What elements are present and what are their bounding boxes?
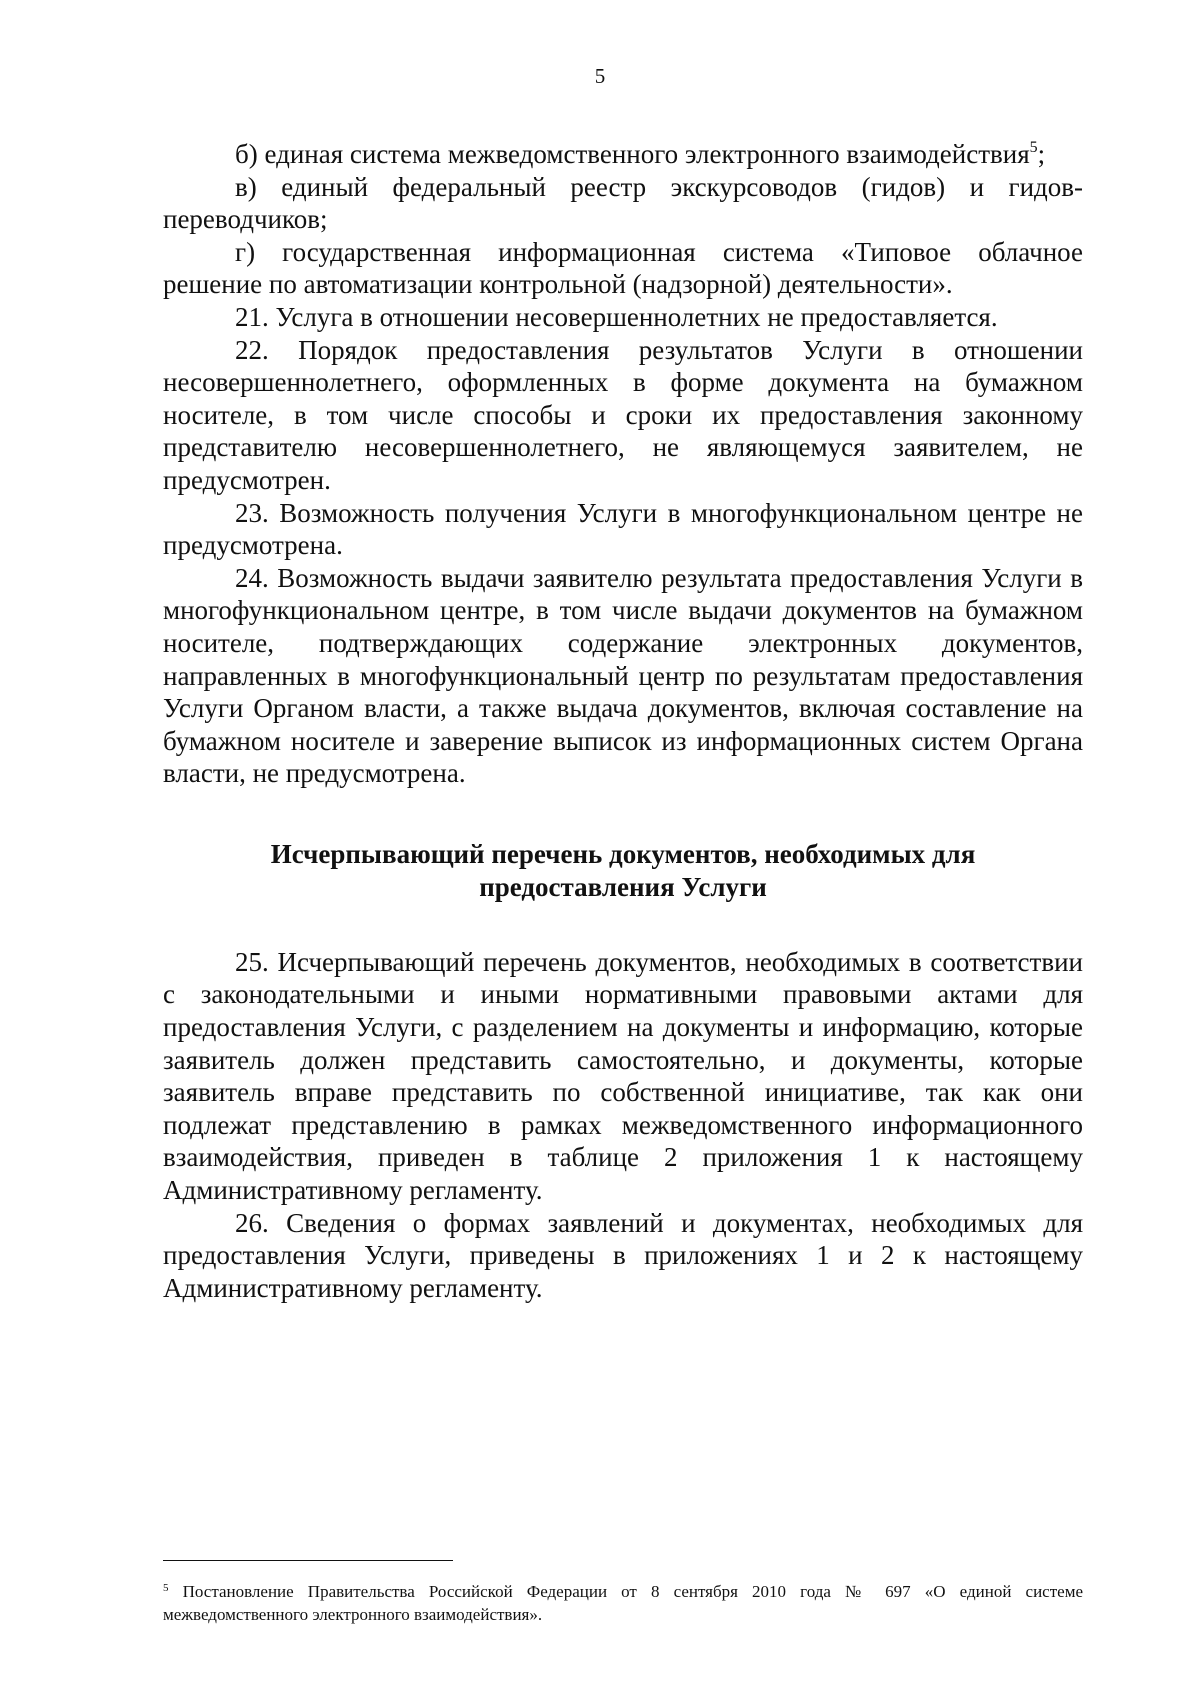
footnote-mark: 5 bbox=[163, 1582, 169, 1594]
heading-line-1: Исчерпывающий перечень документов, необходимых для bbox=[270, 838, 976, 869]
footnote-divider bbox=[163, 1560, 453, 1561]
footnote-reference: 5 bbox=[1029, 139, 1038, 156]
footnote-text: Постановление Правительства Российской Федерации от 8 сентября 2010 года № 697 «О единой системе межведомственного электронного взаимодействия». bbox=[163, 1582, 1083, 1624]
paragraph-g: г) государственная информационная система «Типовое облачное решение по автоматизации контрольной (надзорной) деятельности». bbox=[163, 236, 1083, 300]
paragraph-23: 23. Возможность получения Услуги в многофункциональном центре не предусмотрена. bbox=[163, 497, 1083, 561]
paragraph-25: 25. Исчерпывающий перечень документов, необходимых в соответствии с законодательными и иными нормативными правовыми актами для предоставления Услуги, с разделением на документы и информацию, которые заявитель должен представить самостоятельно, и документы, которые заявитель вправе представить по собственной инициативе, так как они подлежат представлению в рамках межведомственного информационного взаимодействия, приведен в таблице 2 приложения 1 к настоящему Административному регламенту. bbox=[163, 946, 1083, 1206]
document-body bbox=[163, 138, 1083, 1304]
paragraph-text: б) единая система межведомственного электронного взаимодействия bbox=[235, 139, 1030, 169]
paragraph-21: 21. Услуга в отношении несовершеннолетних не предоставляется. bbox=[235, 301, 998, 332]
paragraph-b bbox=[163, 138, 1083, 171]
paragraph-26: 26. Сведения о формах заявлений и документах, необходимых для предоставления Услуги, приведены в приложениях 1 и 2 к настоящему Административному регламенту. bbox=[163, 1207, 1083, 1303]
section-heading bbox=[163, 838, 1083, 904]
paragraph-24: 24. Возможность выдачи заявителю результата предоставления Услуги в многофункциональном центре, в том числе выдачи документов на бумажном носителе, подтверждающих содержание электронных документов, направленных в многофункциональный центр по результатам предоставления Услуги Органом власти, а также выдача документов, включая составление на бумажном носителе и заверение выписок из информационных систем Органа власти, не предусмотрена. bbox=[163, 562, 1083, 789]
paragraph-22: 22. Порядок предоставления результатов Услуги в отношении несовершеннолетнего, оформленных в форме документа на бумажном носителе, в том числе способы и сроки их предоставления законному представителю несовершеннолетнего, не являющемуся заявителем, не предусмотрен. bbox=[163, 334, 1083, 495]
paragraph-text-tail: ; bbox=[1037, 139, 1046, 169]
heading-line-2: предоставления Услуги bbox=[479, 871, 767, 902]
footnote bbox=[163, 1580, 1083, 1626]
paragraph-v: в) единый федеральный реестр экскурсоводов (гидов) и гидов-переводчиков; bbox=[163, 171, 1083, 235]
page-number: 5 bbox=[594, 64, 606, 88]
